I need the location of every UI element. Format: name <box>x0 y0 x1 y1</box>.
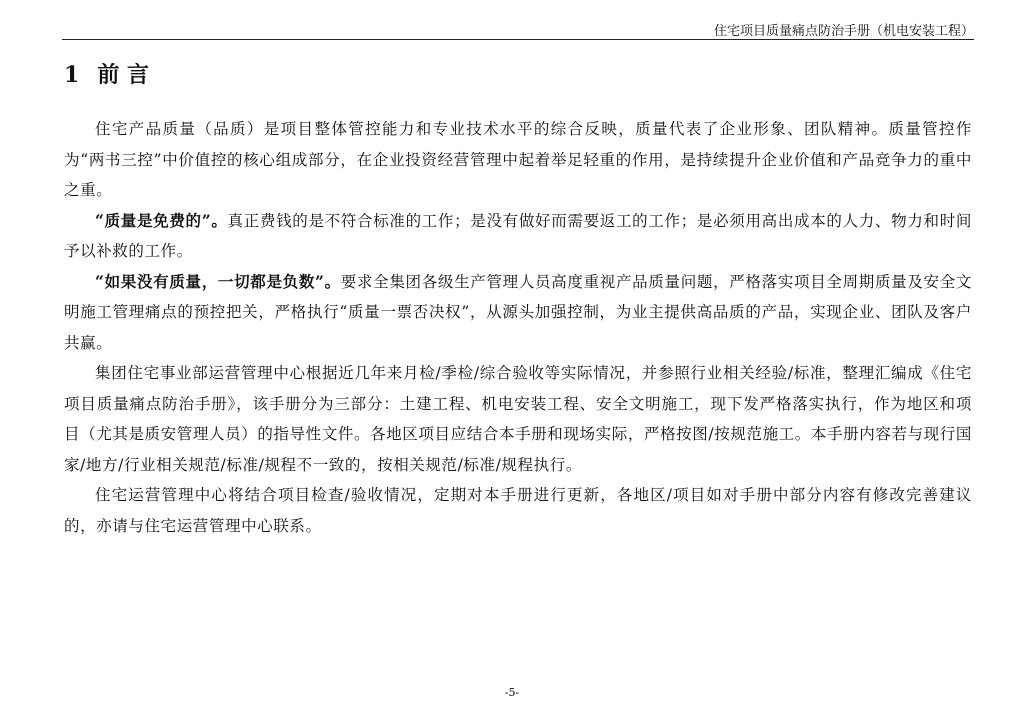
section-heading <box>64 58 149 89</box>
section-number: 1 <box>64 62 80 88</box>
paragraph-lead-quote: “质量是免费的”。 <box>95 210 228 230</box>
paragraph-text: 住宅产品质量（品质）是项目整体管控能力和专业技术水平的综合反映，质量代表了企业形象、团队精神。质量管控作为“两书三控”中价值控的核心组成部分，在企业投资经营管理中起着举足轻重的作用，是持续提升企业价值和产品竞争力的重中之重。 <box>64 120 972 199</box>
paragraph-text: 住宅运营管理中心将结合项目检查/验收情况，定期对本手册进行更新，各地区/项目如对手册中部分内容有修改完善建议的，亦请与住宅运营管理中心联系。 <box>64 486 972 535</box>
page-number: -5- <box>504 686 520 699</box>
body-text <box>64 114 972 541</box>
paragraph-updates <box>64 480 972 541</box>
paragraph-lead-quote: “如果没有质量，一切都是负数”。 <box>95 271 341 291</box>
paragraph-no-quality <box>64 267 972 359</box>
paragraph-intro <box>64 114 972 206</box>
paragraph-quality-free <box>64 206 972 267</box>
paragraph-text: 集团住宅事业部运营管理中心根据近几年来月检/季检/综合验收等实际情况，并参照行业相关经验/标准，整理汇编成《住宅项目质量痛点防治手册》，该手册分为三部分：土建工程、机电安装工程、安全文明施工，现下发严格落实执行，作为地区和项目（尤其是质安管理人员）的指导性文件。各地区项目应结合本手册和现场实际，严格按图/按规范施工。本手册内容若与现行国家/地方/行业相关规范/标准/规程不一致的，按相关规范/标准/规程执行。 <box>64 364 972 474</box>
paragraph-text: 要求全集团各级生产管理人员高度重视产品质量问题，严格落实项目全周期质量及安全文明施工管理痛点的预控把关，严格执行“质量一票否决权”，从源头加强控制，为业主提供高品质的产品，实现企业、团队及客户共赢。 <box>64 272 972 352</box>
paragraph-compilation <box>64 358 972 480</box>
running-header-title: 住宅项目质量痛点防治手册（机电安装工程） <box>713 24 974 39</box>
header-divider <box>62 39 974 40</box>
section-title: 前 言 <box>97 62 149 88</box>
paragraph-text: 真正费钱的是不符合标准的工作；是没有做好而需要返工的工作；是必须用高出成本的人力、物力和时间予以补救的工作。 <box>64 211 972 260</box>
